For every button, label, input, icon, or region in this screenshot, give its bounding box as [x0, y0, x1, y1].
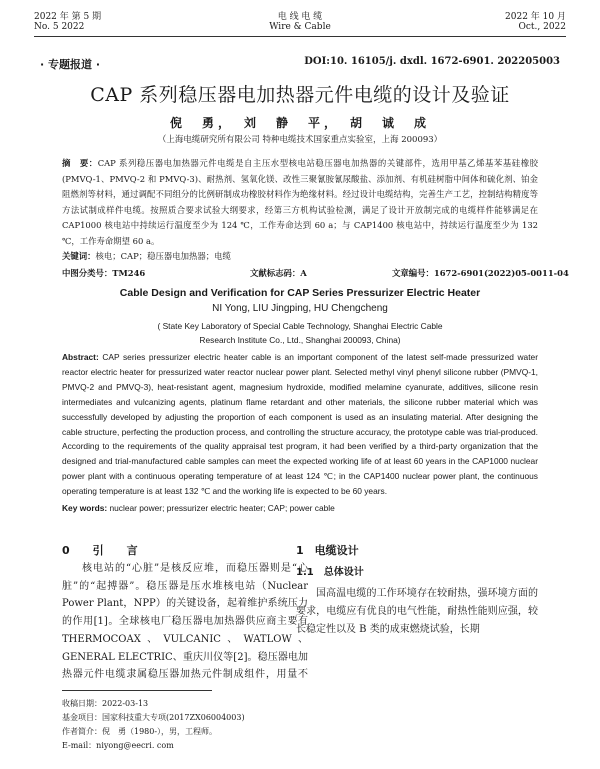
author-bio: 作者简介：倪 勇（1980-），男，工程师。: [62, 727, 218, 736]
section-1-1-heading: 1.1 总体设计: [296, 566, 364, 578]
body-column-left: [62, 560, 308, 682]
abstract-cn-label: 摘 要：: [62, 158, 98, 168]
document-code: 文献标志码：A: [250, 268, 307, 278]
section-1-1-paragraph: 国高温电缆的工作环境存在较耐热，强环境方面的要求，电缆应有优良的电气性能，耐热性能则应强，较长稳定性以及 B 类的成束燃烧试验，长期: [296, 588, 538, 635]
journal-name-en: Wire & Cable: [269, 22, 331, 32]
running-header: [0, 0, 600, 38]
abstract-cn-text: CAP 系列稳压器电加热器元件电缆是自主压水型核电站稳压器电加热器的关键部件，选用甲基乙烯基苯基硅橡胶(PMVQ-1、PMVQ-2 和 PMVQ-3)、耐热剂、氢氧化镁、改性三聚氰胺氰尿酸盐、添加剂、有机硅树脂中间体和硫化剂、铂金阻燃剂等材料，通过调配不同组分的比例研制成功橡胶材料作为绝缘材料。经过设计电缆结构，完善生产工艺，控制结构精度等方法试制成样件电缆。按照质合要求试验大纲要求，经第三方机构试验检测，满足了设计开放制完成的电缆样件能够满足在 CAP1000 核电站中持续运行温度至少为 124 ℃，工作寿命达到 60 a；与 CAP1400 核电站中，持续运行温度至少为 132 ℃，工作寿命期望 60 a。: [62, 158, 539, 246]
doi[interactable]: DOI:10. 16105/j. dxdl. 1672-6901. 202205003: [304, 56, 560, 67]
affiliation-en: [0, 319, 600, 347]
clc-number: 中图分类号：TM246: [62, 268, 146, 278]
authors-en: NI Yong, LIU Jingping, HU Chengcheng: [212, 303, 388, 314]
month-en: Oct., 2022: [518, 22, 566, 32]
article-title: CAP 系列稳压器电加热器元件电缆的设计及验证: [90, 84, 510, 106]
journal-name-cn: 电 线 电 缆: [277, 12, 323, 22]
affiliation: （上海电缆研究所有限公司 特种电缆技术国家重点实验室，上海 200093）: [157, 135, 443, 145]
issue-en: No. 5 2022: [34, 22, 85, 32]
abstract-en: [62, 350, 538, 499]
authors: 倪 勇， 刘 静 平， 胡 诚 成: [169, 116, 430, 130]
abstract-cn: [62, 156, 538, 265]
issue-cn: 2022 年 第 5 期: [34, 12, 102, 22]
intro-paragraph: 核电站的“心脏”是核反应堆，而稳压器则是“心脏”的“起搏器”。稳压器是压水堆核电站（Nuclear Power Plant，NPP）的关键设备，起着维护系统压力的作用[1]。全球核电厂稳压器电加热器供应商主要有 THERMOCOAX、VULCANIC、WATLOW、GENERAL ELECTRIC、重庆川仪等[2]。稳压器电加热器元件电缆隶属稳压器加热元件制成组件，用量不: [62, 563, 308, 681]
received-date: 收稿日期：2022-03-13: [62, 699, 149, 708]
affiliation-en-line-2: Research Institute Co., Ltd., Shanghai 200093, China): [199, 335, 401, 345]
keywords-en: [62, 503, 538, 513]
section-tag: · 专题报道 ·: [40, 58, 101, 71]
month-cn: 2022 年 10 月: [505, 12, 566, 22]
footnote: [62, 697, 292, 753]
keywords-cn-label: 关键词：: [62, 251, 96, 261]
author-email[interactable]: E-mail：niyong@eecri. com: [62, 741, 174, 750]
section-1-heading: 1 电缆设计: [296, 544, 359, 557]
header-divider: [34, 36, 566, 37]
keywords-cn-text: 核电；CAP；稳压器电加热器；电缆: [95, 251, 231, 261]
article-number: 文章编号：1672-6901(2022)05-0011-04: [392, 268, 569, 278]
keywords-en-text: nuclear power; pressurizer electric heater; CAP; power cable: [109, 503, 335, 513]
abstract-en-text: CAP series pressurizer electric heater cable is an important component of the latest self-made pressurized water reactor electric heater for pressurized water reactor nuclear power plant. Selected methyl vinyl phenyl silicone rubber (PMVQ-1, PMVQ-2 and PMVQ-3), heat-resistant agent, magnesium hydroxide, modified melamine cyanurate, additives, silicone resin intermediates and vulcanizing agents, platinum flame retardant and other materials, the silicone rubber material which was successfully developed by adjusting the proportion of each component is used as an insulating material. After designing the cable structure, perfecting the production process, and controlling the structure accuracy, the prototype cable was trial-produced. According to the requirements of the quality appraisal test program, it had been verified by a third-party organization that the designed and trial-manufactured cable samples can meet the expected working life of at least 60 years in the CAP1000 nuclear power plant with a continuous operating temperature of at least 124 ℃; in the CAP1400 nuclear power plant, the continuous operating temperature is at least 132 ℃ and the working life is expected to be 60 years.: [62, 352, 538, 497]
body-column-right: [296, 538, 538, 766]
intro-heading: 0 引 言: [62, 544, 144, 557]
affiliation-en-line-1: ( State Key Laboratory of Special Cable Technology, Shanghai Electric Cable: [157, 321, 443, 331]
keywords-en-label: Key words:: [62, 503, 108, 513]
article-title-en: Cable Design and Verification for CAP Series Pressurizer Electric Heater: [119, 287, 481, 299]
footnote-divider: [62, 690, 212, 691]
fund-info: 基金项目：国家科技重大专项(2017ZX06004003): [62, 713, 245, 722]
abstract-en-label: Abstract:: [62, 352, 99, 362]
